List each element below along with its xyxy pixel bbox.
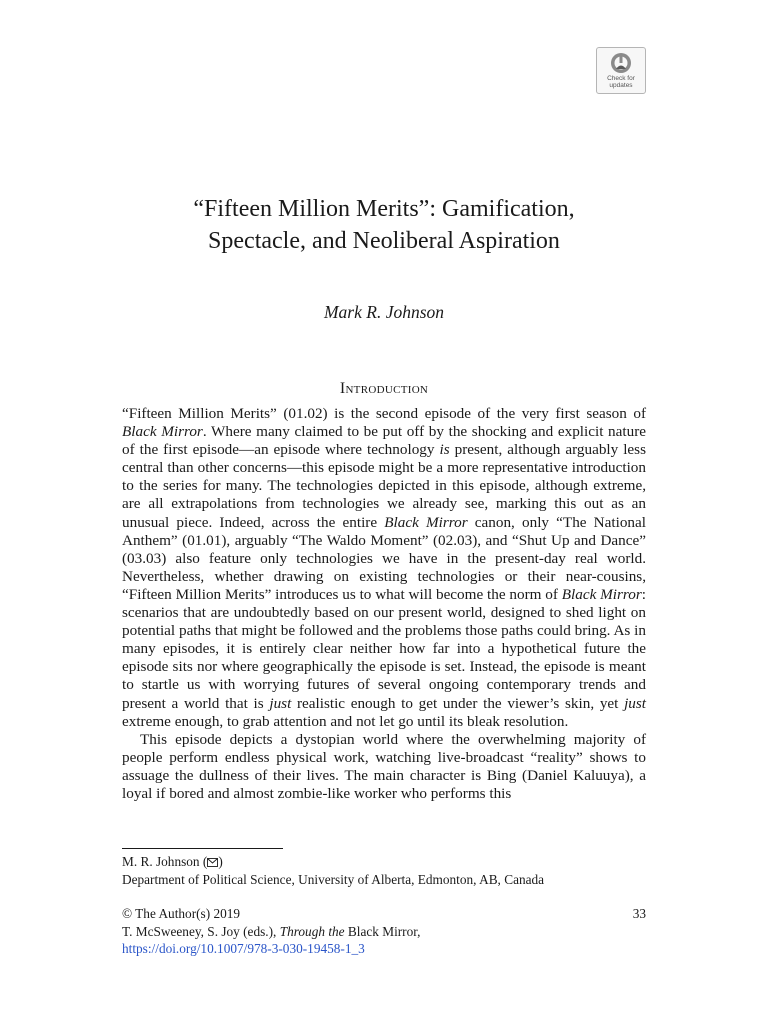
author-footnote — [122, 853, 646, 871]
doi-line — [122, 940, 522, 958]
footnote-name: M. R. Johnson ( — [122, 854, 208, 869]
crossmark-icon — [610, 52, 632, 74]
envelope-icon[interactable] — [207, 858, 218, 867]
p1-italic: Black Mirror — [561, 585, 642, 603]
p1-italic: Black Mirror — [384, 513, 468, 531]
doi-link[interactable]: https://doi.org/10.1007/978-3-030-19458-1_3 — [122, 941, 365, 956]
p1-italic: just — [269, 694, 292, 712]
p1-text: canon, only “The National Anthem” (01.01), arguably “The Waldo Moment” (02.03), and “Shut Up and Dance” (03.03) also feature only technologies we have in the present-day real world. Nevertheless, whether drawing on existing technologies or their near-cousins, “Fifteen Million Merits” introduces us to what will become the norm of — [122, 513, 646, 603]
copyright-block — [122, 905, 522, 958]
p1-italic: is — [439, 441, 450, 459]
badge-line-2: updates — [609, 82, 633, 89]
p1-italic: just — [624, 694, 647, 712]
citation-line — [122, 923, 522, 941]
footnote-name-close: ) — [218, 854, 223, 869]
paragraph-2: This episode depicts a dystopian world where the overwhelming majority of people perform endless physical work, watching live-broadcast “reality” shows to assuage the dullness of their lives. The main character is Bing (Daniel Kaluuya), a loyal if bored and almost zombie-like worker who performs this — [122, 730, 646, 802]
p1-text: “Fifteen Million Merits” (01.02) is the second episode of the very first season of — [122, 405, 646, 422]
p1-text: realistic enough to get under the viewer’s skin, yet — [291, 694, 625, 712]
page-number: 33 — [632, 906, 646, 921]
p1-text: present, although arguably less central than other concerns—this episode might be a more representative introduction to the series for many. The technologies depicted in this episode, although extreme, are all extrapolations from technologies we already see, marking this out as an unusual piece. Indeed, across the entire — [122, 441, 646, 531]
paragraph-1 — [122, 405, 646, 731]
citation-title-rest: Black Mirror, — [344, 923, 421, 939]
footnote-rule — [122, 848, 283, 849]
p1-text: : scenarios that are undoubtedly based on our present world, designed to shed light on potential paths that might be followed and the problems those paths could bring. As in many episodes, it is entirely clear neither how far into a hypothetical future the episode sits nor where geographically the episode is set. Instead, the episode is meant to startle us with worrying futures of several ongoing contemporary trends and present a world that is — [122, 585, 646, 712]
chapter-title — [122, 193, 646, 257]
copyright-line: © The Author(s) 2019 — [122, 906, 241, 921]
check-for-updates-badge[interactable] — [596, 47, 646, 94]
title-line-2: Spectacle, and Neoliberal Aspiration — [208, 228, 560, 254]
p1-text: extreme enough, to grab attention and not let go until its bleak resolution. — [122, 712, 569, 730]
title-line-1: “Fifteen Million Merits”: Gamification, — [193, 196, 575, 222]
section-heading: Introduction — [339, 380, 429, 397]
author-name: Mark R. Johnson — [323, 302, 445, 322]
affiliation: Department of Political Science, University of Alberta, Edmonton, AB, Canada — [122, 872, 545, 887]
badge-line-1: Check for — [607, 75, 635, 82]
citation-editors: T. McSweeney, S. Joy (eds.), — [122, 923, 280, 939]
p1-italic: Black Mirror — [122, 423, 203, 441]
badge-label — [597, 75, 645, 89]
citation-title-italic: Through the — [279, 923, 345, 939]
body-text — [122, 405, 646, 803]
p1-text: . Where many claimed to be put off by the shocking and explicit nature of the first episode—an episode where technology — [122, 423, 646, 459]
